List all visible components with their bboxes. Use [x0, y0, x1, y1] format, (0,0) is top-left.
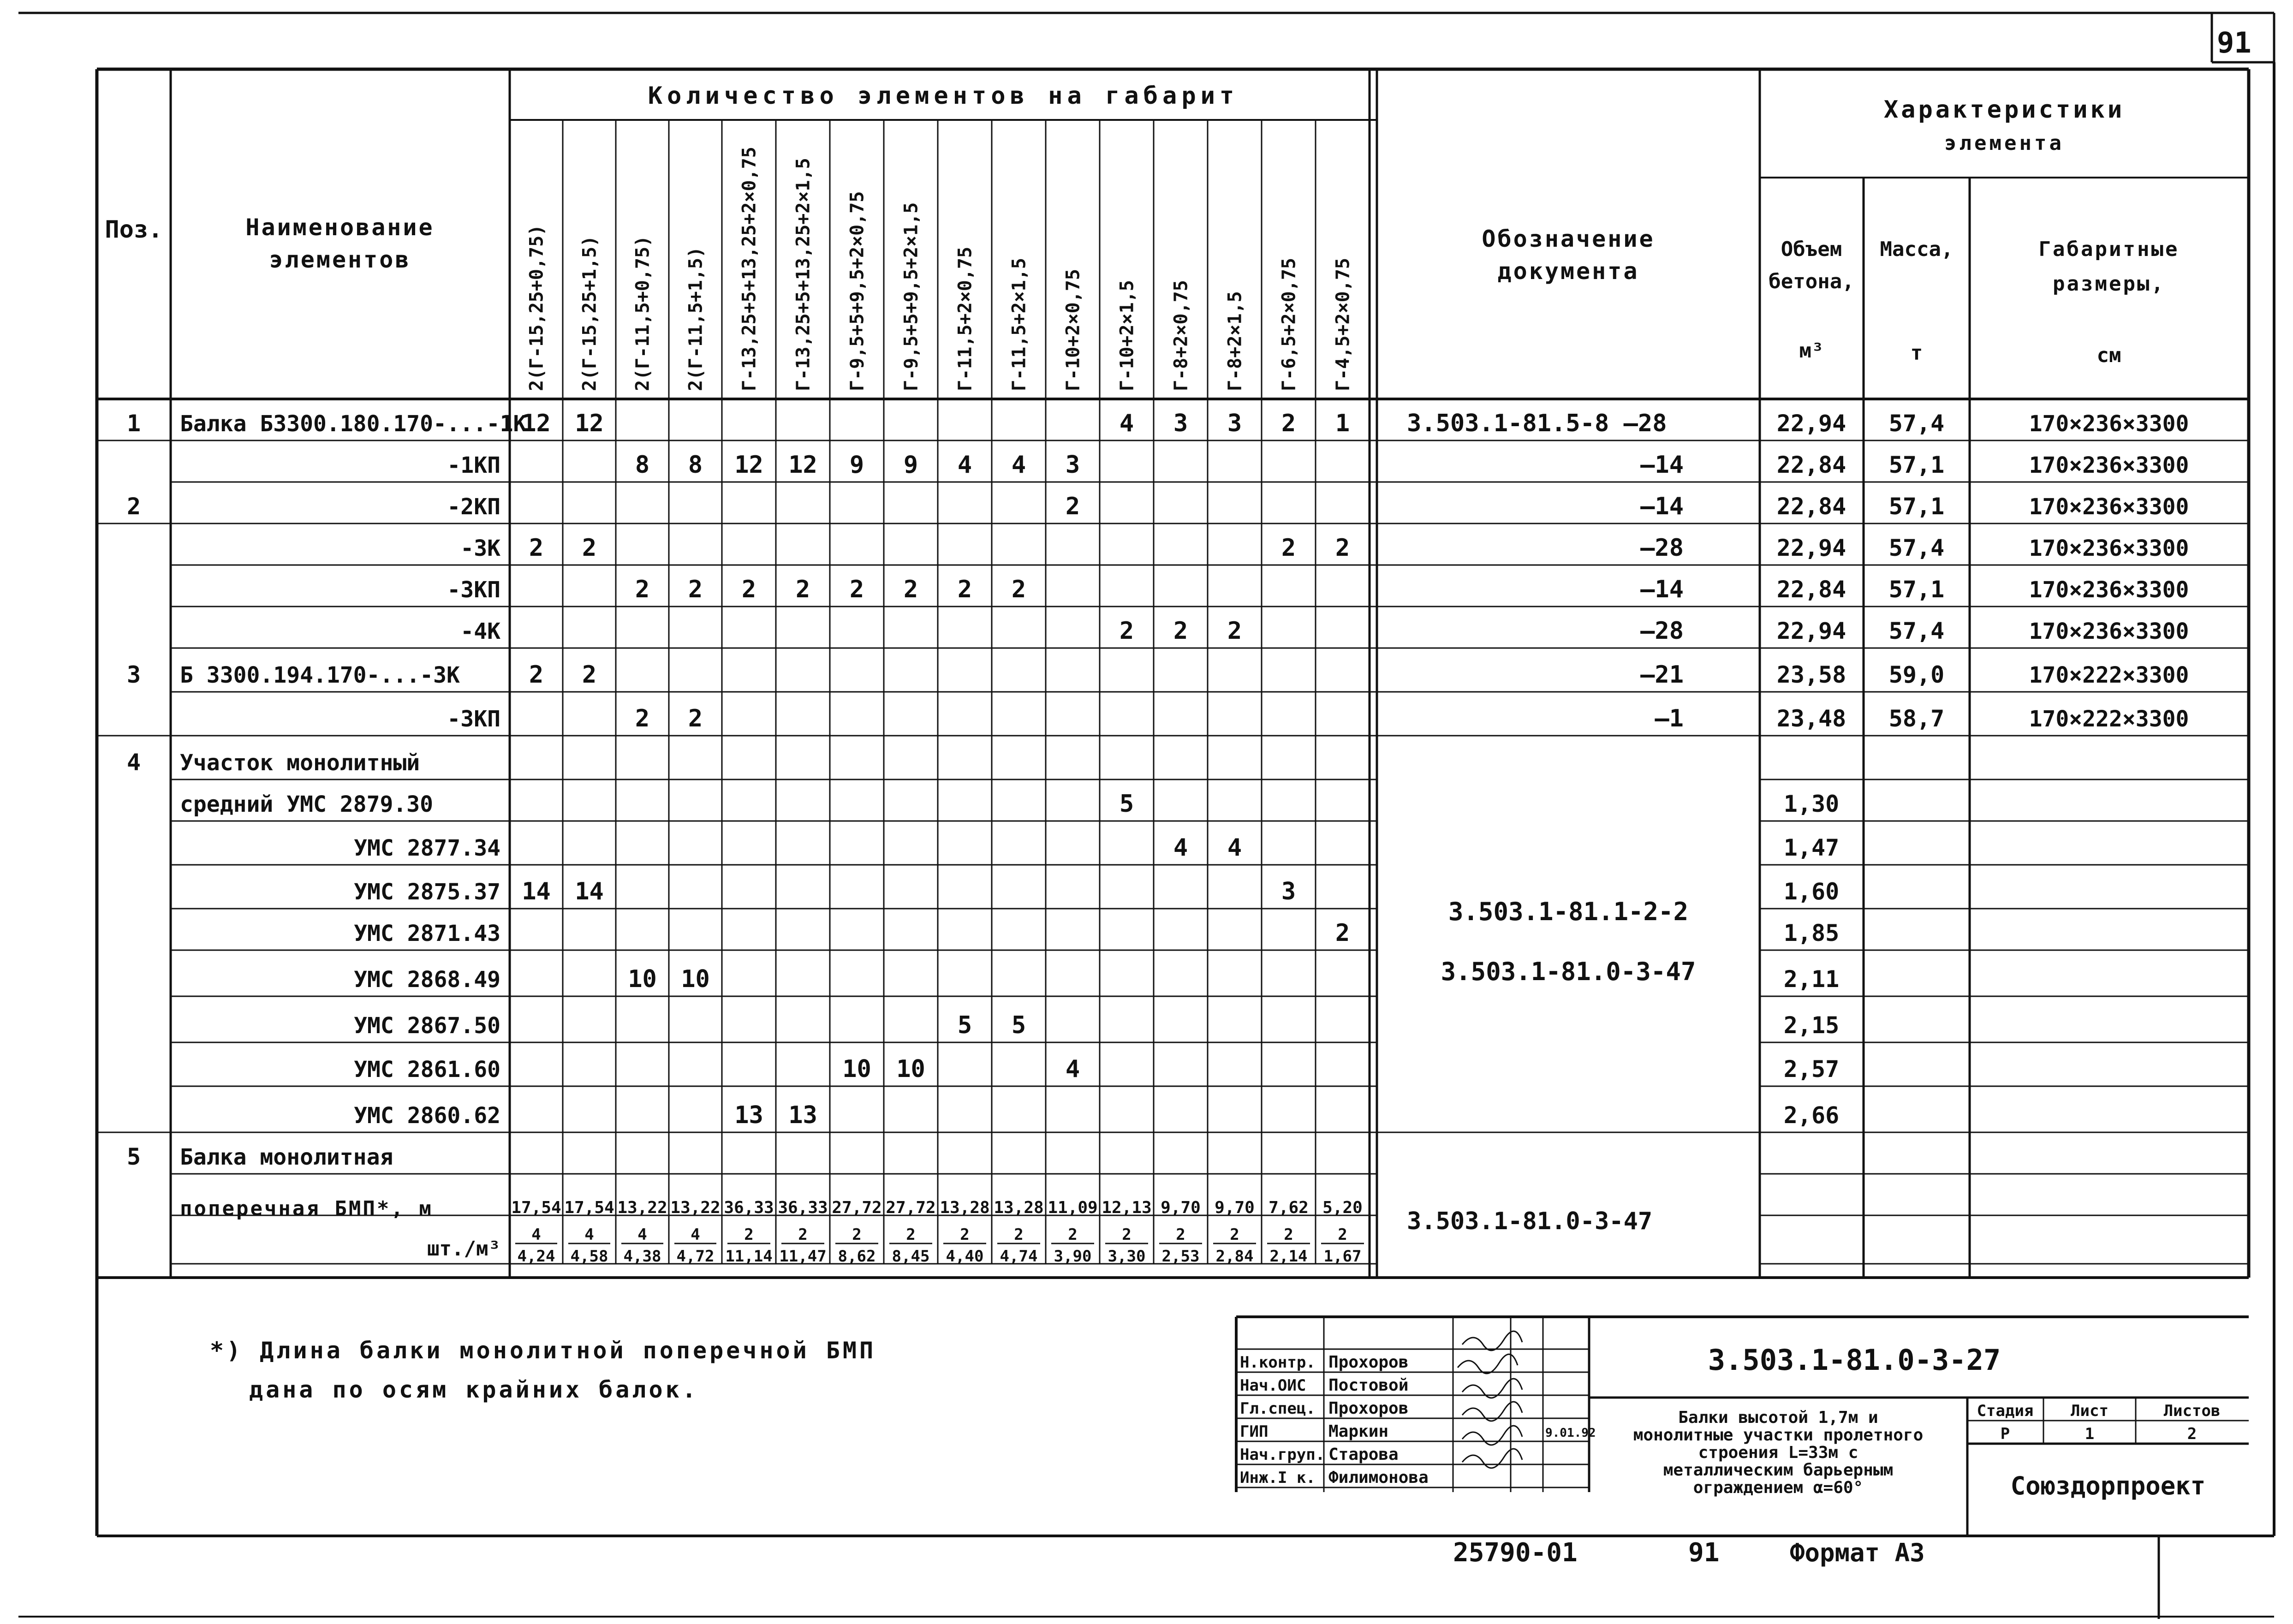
bmp-length: 7,62: [1269, 1198, 1309, 1217]
stamp-role: ГИП: [1240, 1422, 1269, 1441]
row-name: УМС 2875.37: [354, 879, 500, 905]
bmp-length: 13,28: [994, 1198, 1044, 1217]
mass-cell: 57,4: [1888, 410, 1945, 437]
stamp-sheet: 1: [2085, 1425, 2095, 1443]
row-name: УМС 2867.50: [354, 1013, 500, 1039]
qty-cell: 2: [1119, 617, 1134, 645]
header-dims: размеры,: [2053, 272, 2165, 296]
footer-page: 91: [1688, 1538, 1720, 1568]
stamp-role: Нач.ОИС: [1240, 1376, 1306, 1395]
stamp-role: Гл.спец.: [1240, 1399, 1316, 1418]
gabarit-header: 2(Г-15,25+0,75): [526, 224, 548, 391]
bmp-volume: 4,74: [1000, 1247, 1038, 1266]
gabarit-header: Г-8+2×1,5: [1224, 291, 1246, 391]
bmp-length: 27,72: [832, 1198, 882, 1217]
qty-cell: 2: [688, 705, 703, 732]
qty-cell: 2: [1173, 617, 1188, 645]
stamp-person: Постовой: [1328, 1376, 1409, 1395]
volume-cell: 2,57: [1783, 1056, 1840, 1083]
bmp-length: 12,13: [1102, 1198, 1152, 1217]
qty-cell: 3: [1173, 410, 1188, 437]
qty-cell: 10: [681, 965, 710, 993]
qty-cell: 1: [1335, 410, 1350, 437]
gabarit-header: Г-13,25+5+13,25+2×1,5: [792, 158, 814, 391]
qty-cell: 8: [635, 451, 650, 479]
bmp-volume: 11,47: [779, 1247, 827, 1266]
qty-cell: 9: [849, 451, 864, 479]
mass-cell: 57,1: [1888, 493, 1945, 520]
qty-cell: 5: [1119, 790, 1134, 818]
stamp-person: Старова: [1328, 1445, 1399, 1464]
gabarit-header: Г-8+2×0,75: [1170, 280, 1192, 391]
row-name: шт./м³: [427, 1237, 500, 1261]
stamp-title: ограждением α=60°: [1693, 1478, 1864, 1497]
volume-cell: 22,94: [1776, 410, 1846, 437]
bmp-volume: 11,14: [725, 1247, 773, 1266]
bmp-count: 4: [637, 1225, 647, 1244]
stamp-sheets-header: Листов: [2163, 1402, 2221, 1420]
row-name: -1КП: [447, 452, 500, 478]
gabarit-header: Г-4,5+2×0,75: [1332, 258, 1354, 391]
volume-cell: 2,11: [1783, 966, 1840, 993]
stamp-role: Н.контр.: [1240, 1353, 1316, 1372]
bmp-length: 9,70: [1215, 1198, 1255, 1217]
footer-inventory: 25790-01: [1453, 1538, 1578, 1568]
volume-cell: 2,66: [1783, 1102, 1840, 1129]
volume-cell: 22,84: [1776, 576, 1846, 603]
qty-cell: 3: [1281, 878, 1296, 905]
bmp-length: 9,70: [1161, 1198, 1201, 1217]
stamp-title: металлическим барьерным: [1663, 1461, 1894, 1480]
row-name: -3КП: [447, 577, 500, 603]
header-name: элементов: [269, 246, 411, 273]
qty-cell: 4: [957, 451, 972, 479]
doc-cell: —1: [1655, 705, 1684, 732]
doc-cell: —14: [1640, 576, 1684, 603]
doc-cell: 3.503.1-81.5-8 —28: [1407, 410, 1667, 437]
stamp-title: монолитные участки пролетного: [1633, 1426, 1924, 1445]
qty-cell: 2: [1227, 617, 1242, 645]
qty-cell: 10: [896, 1055, 925, 1083]
qty-cell: 8: [688, 451, 703, 479]
bmp-volume: 8,62: [838, 1247, 876, 1266]
qty-cell: 14: [522, 878, 551, 905]
dims-cell: 170×222×3300: [2029, 706, 2189, 732]
row-name: средний УМС 2879.30: [180, 791, 434, 817]
bmp-count: 2: [960, 1225, 970, 1244]
header-char-title: элемента: [1944, 131, 2064, 155]
gabarit-header: Г-10+2×1,5: [1116, 280, 1138, 391]
page-number: 91: [2217, 26, 2251, 59]
row-name: -4К: [460, 619, 500, 644]
header-char-title: Характеристики: [1883, 96, 2125, 124]
bmp-volume: 3,30: [1108, 1247, 1146, 1266]
doc-bmp: 3.503.1-81.0-3-47: [1407, 1208, 1653, 1235]
qty-cell: 2: [688, 576, 703, 603]
stamp-person: Маркин: [1328, 1422, 1389, 1441]
stamp-title: Балки высотой 1,7м и: [1678, 1408, 1878, 1427]
bmp-length: 13,22: [617, 1198, 667, 1217]
qty-cell: 5: [1011, 1011, 1026, 1039]
qty-cell: 4: [1227, 834, 1242, 862]
bmp-count: 2: [1122, 1225, 1132, 1244]
row-name: УМС 2877.34: [354, 835, 500, 861]
row-name: Участок монолитный: [180, 750, 420, 776]
bmp-count: 2: [906, 1225, 916, 1244]
bmp-count: 2: [798, 1225, 808, 1244]
volume-cell: 1,85: [1783, 920, 1840, 946]
qty-cell: 2: [903, 576, 918, 603]
dims-cell: 170×236×3300: [2029, 577, 2189, 603]
bmp-length: 36,33: [724, 1198, 774, 1217]
bmp-count: 2: [1176, 1225, 1185, 1244]
qty-cell: 13: [788, 1101, 817, 1129]
signature-mark: [1462, 1426, 1522, 1445]
bmp-volume: 2,53: [1161, 1247, 1200, 1266]
bmp-count: 2: [1284, 1225, 1293, 1244]
doc-cell: —28: [1640, 617, 1684, 645]
bmp-length: 36,33: [778, 1198, 828, 1217]
qty-cell: 4: [1011, 451, 1026, 479]
qty-cell: 4: [1119, 410, 1134, 437]
doc-group4: 3.503.1-81.0-3-47: [1441, 957, 1696, 986]
volume-cell: 22,84: [1776, 493, 1846, 520]
mass-cell: 57,1: [1888, 452, 1945, 478]
row-name: -3К: [460, 535, 500, 561]
bmp-volume: 4,40: [946, 1247, 984, 1266]
row-pos: 1: [126, 410, 141, 437]
dims-cell: 170×236×3300: [2029, 452, 2189, 478]
qty-cell: 2: [529, 534, 544, 562]
signature-mark: [1462, 1449, 1522, 1468]
volume-cell: 23,58: [1776, 661, 1846, 688]
footnote: дана по осям крайних балок.: [249, 1376, 699, 1403]
header-name: Наименование: [245, 214, 435, 241]
qty-cell: 2: [582, 661, 597, 689]
volume-cell: 22,84: [1776, 452, 1846, 478]
doc-cell: —14: [1640, 493, 1684, 520]
qty-cell: 4: [1065, 1055, 1080, 1083]
gabarit-header: Г-6,5+2×0,75: [1278, 258, 1300, 391]
header-volume: Объем: [1781, 238, 1842, 261]
stamp-person: Прохоров: [1328, 1399, 1409, 1418]
bmp-count: 2: [744, 1225, 754, 1244]
header-volume: бетона,: [1769, 270, 1854, 293]
gabarit-header: 2(Г-15,25+1,5): [579, 235, 601, 391]
volume-cell: 22,94: [1776, 618, 1846, 644]
gabarit-header: Г-10+2×0,75: [1062, 269, 1084, 391]
qty-cell: 2: [1335, 919, 1350, 947]
row-name: -3КП: [447, 706, 500, 732]
bmp-volume: 4,72: [676, 1247, 715, 1266]
bmp-volume: 8,45: [892, 1247, 930, 1266]
row-name: поперечная БМП*, м: [180, 1197, 433, 1220]
bmp-length: 11,09: [1048, 1198, 1098, 1217]
doc-cell: —28: [1640, 534, 1684, 562]
stamp-sheet-header: Лист: [2071, 1402, 2108, 1420]
row-pos: 5: [126, 1143, 141, 1170]
bmp-volume: 4,58: [570, 1247, 608, 1266]
header-doc: Обозначение: [1482, 226, 1655, 252]
mass-cell: 58,7: [1888, 705, 1945, 732]
bmp-length: 27,72: [886, 1198, 936, 1217]
qty-cell: 3: [1227, 410, 1242, 437]
mass-cell: 57,4: [1888, 535, 1945, 561]
stamp-role: Нач.груп.: [1240, 1446, 1325, 1464]
volume-cell: 1,47: [1783, 834, 1840, 861]
bmp-count: 2: [1068, 1225, 1078, 1244]
qty-cell: 2: [795, 576, 810, 603]
gabarit-header: Г-9,5+5+9,5+2×1,5: [900, 202, 922, 391]
qty-cell: 3: [1065, 451, 1080, 479]
dims-cell: 170×236×3300: [2029, 494, 2189, 520]
row-name: УМС 2860.62: [354, 1103, 500, 1129]
qty-cell: 13: [734, 1101, 763, 1129]
qty-cell: 2: [1011, 576, 1026, 603]
bmp-length: 17,54: [564, 1198, 614, 1217]
qty-cell: 2: [957, 576, 972, 603]
mass-cell: 57,4: [1888, 618, 1945, 644]
header-dims: см: [2096, 344, 2121, 367]
volume-cell: 22,94: [1776, 535, 1846, 561]
row-name: Балка Б3300.180.170-...-1К: [180, 411, 527, 437]
qty-cell: 2: [529, 661, 544, 689]
gabarit-header: Г-13,25+5+13,25+2×0,75: [739, 147, 760, 391]
bmp-count: 4: [584, 1225, 594, 1244]
qty-cell: 10: [842, 1055, 871, 1083]
row-name: Балка монолитная: [180, 1144, 393, 1170]
header-volume: м³: [1799, 339, 1824, 363]
qty-cell: 5: [957, 1011, 972, 1039]
header-doc: документа: [1497, 258, 1639, 285]
row-pos: 4: [126, 749, 141, 776]
bmp-count: 4: [691, 1225, 700, 1244]
dims-cell: 170×236×3300: [2029, 619, 2189, 644]
qty-cell: 2: [1335, 534, 1350, 562]
stamp-person: Филимонова: [1328, 1468, 1429, 1487]
qty-cell: 2: [1281, 534, 1296, 562]
qty-cell: 2: [635, 705, 650, 732]
gabarit-header: Г-11,5+2×0,75: [954, 246, 976, 391]
stamp-org: Союздорпроект: [2010, 1471, 2206, 1500]
qty-cell: 2: [635, 576, 650, 603]
bmp-length: 13,28: [940, 1198, 990, 1217]
row-pos: 2: [126, 493, 141, 520]
row-name: Б 3300.194.170-...-3К: [180, 662, 460, 688]
bmp-count: 2: [852, 1225, 862, 1244]
dims-cell: 170×236×3300: [2029, 535, 2189, 561]
qty-cell: 2: [1065, 493, 1080, 520]
stamp-date: 9.01.92: [1545, 1426, 1596, 1440]
qty-cell: 12: [522, 410, 551, 437]
stamp-stage-header: Стадия: [1977, 1402, 2034, 1420]
stamp-person: Прохоров: [1328, 1353, 1409, 1372]
row-name: -2КП: [447, 494, 500, 520]
gabarit-header: 2(Г-11,5+1,5): [685, 246, 707, 391]
gabarit-header: Г-9,5+5+9,5+2×0,75: [846, 191, 868, 391]
qty-cell: 2: [741, 576, 756, 603]
qty-cell: 2: [1281, 410, 1296, 437]
bmp-length: 17,54: [511, 1198, 561, 1217]
stamp-code: 3.503.1-81.0-3-27: [1708, 1343, 2001, 1377]
bmp-count: 2: [1338, 1225, 1347, 1244]
dims-cell: 170×236×3300: [2029, 411, 2189, 437]
qty-cell: 14: [575, 878, 604, 905]
footer-format: Формат А3: [1790, 1538, 1925, 1567]
qty-cell: 4: [1173, 834, 1188, 862]
gabarit-header: 2(Г-11,5+0,75): [632, 235, 654, 391]
footnote: *) Длина балки монолитной поперечной БМП: [210, 1337, 876, 1364]
doc-cell: —21: [1640, 661, 1684, 689]
bmp-volume: 3,90: [1054, 1247, 1092, 1266]
doc-cell: —14: [1640, 451, 1684, 479]
qty-cell: 12: [788, 451, 817, 479]
qty-cell: 9: [903, 451, 918, 479]
stamp-stage: Р: [2000, 1425, 2010, 1443]
bmp-length: 13,22: [670, 1198, 721, 1217]
header-mass: Масса,: [1880, 238, 1954, 261]
row-name: УМС 2868.49: [354, 967, 500, 993]
signature-mark: [1458, 1354, 1518, 1374]
header-qty-title: Количество элементов на габарит: [648, 82, 1239, 110]
stamp-sheets: 2: [2187, 1425, 2197, 1443]
header-mass: т: [1910, 341, 1923, 365]
doc-group4: 3.503.1-81.1-2-2: [1448, 897, 1689, 926]
row-name: УМС 2861.60: [354, 1057, 500, 1083]
dims-cell: 170×222×3300: [2029, 662, 2189, 688]
bmp-count: 4: [531, 1225, 541, 1244]
bmp-count: 2: [1014, 1225, 1024, 1244]
gabarit-header: Г-11,5+2×1,5: [1008, 258, 1030, 391]
signature-mark: [1462, 1331, 1522, 1350]
stamp-role: Инж.I к.: [1240, 1469, 1316, 1487]
qty-cell: 2: [582, 534, 597, 562]
qty-cell: 12: [575, 410, 604, 437]
bmp-volume: 4,38: [623, 1247, 661, 1266]
bmp-volume: 2,14: [1269, 1247, 1308, 1266]
header-pos: Поз.: [105, 216, 163, 244]
mass-cell: 59,0: [1888, 661, 1945, 688]
volume-cell: 1,60: [1783, 878, 1840, 905]
mass-cell: 57,1: [1888, 576, 1945, 603]
volume-cell: 1,30: [1783, 791, 1840, 817]
row-pos: 3: [126, 661, 141, 688]
bmp-length: 5,20: [1322, 1198, 1363, 1217]
volume-cell: 2,15: [1783, 1012, 1840, 1039]
bmp-volume: 4,24: [517, 1247, 555, 1266]
volume-cell: 23,48: [1776, 705, 1846, 732]
qty-cell: 2: [849, 576, 864, 603]
bmp-count: 2: [1230, 1225, 1239, 1244]
qty-cell: 10: [628, 965, 657, 993]
stamp-title: строения L=33м с: [1698, 1443, 1858, 1462]
row-name: УМС 2871.43: [354, 921, 500, 946]
header-dims: Габаритные: [2038, 238, 2180, 261]
bmp-volume: 2,84: [1215, 1247, 1254, 1266]
qty-cell: 12: [734, 451, 763, 479]
bmp-volume: 1,67: [1323, 1247, 1362, 1266]
